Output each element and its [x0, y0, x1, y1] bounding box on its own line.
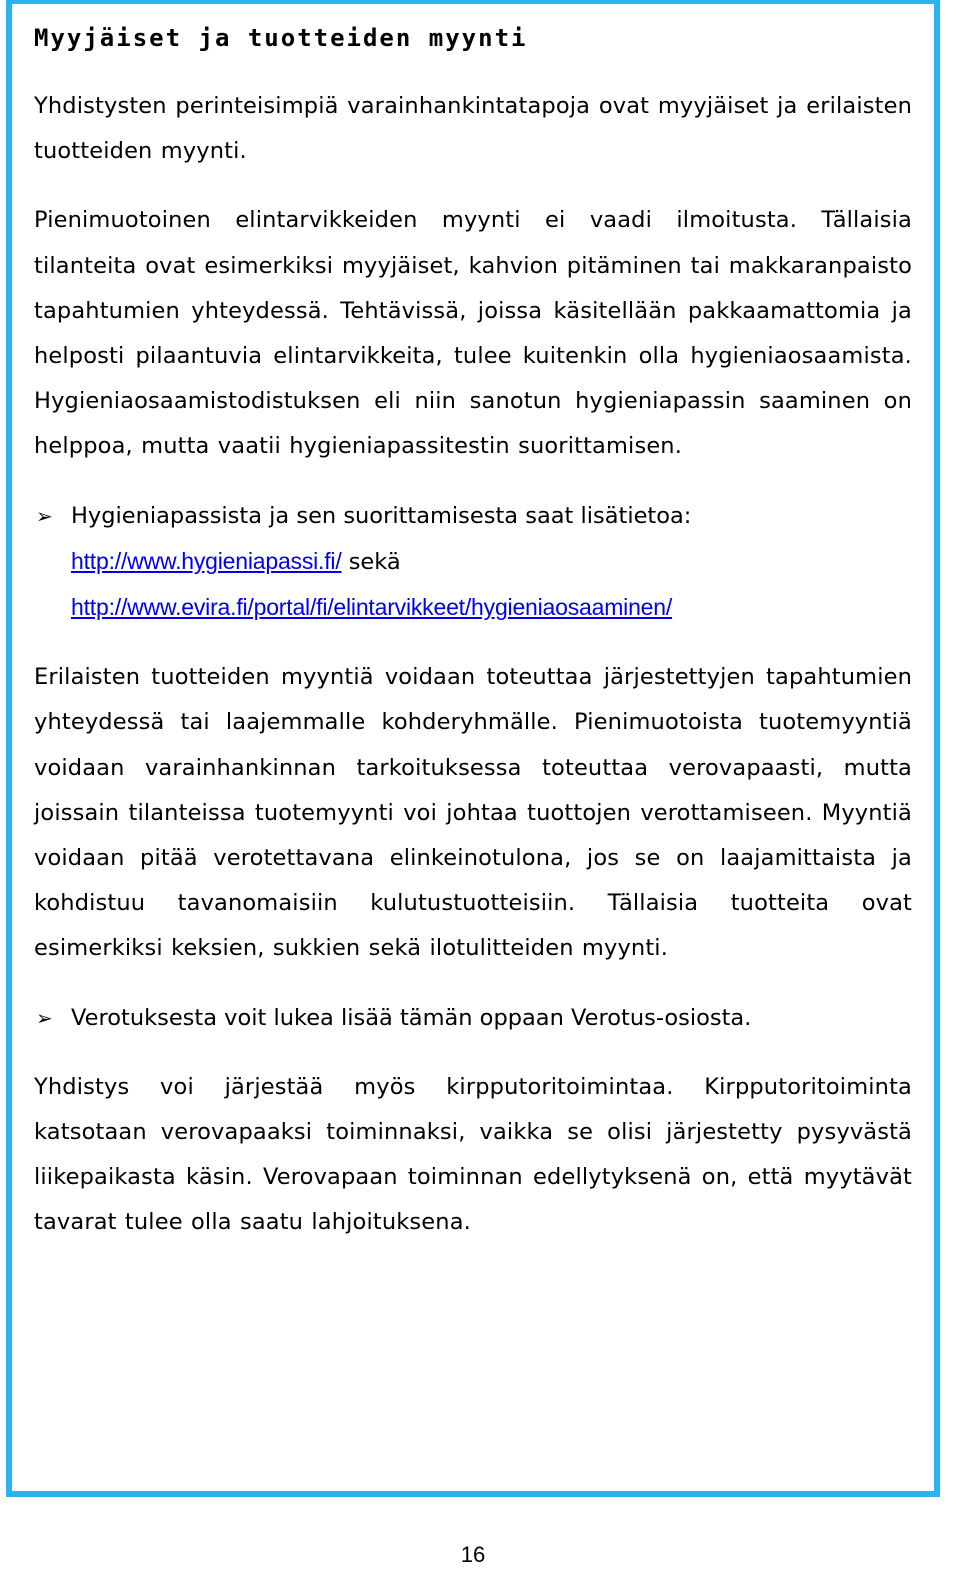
bullet-hygiene-info	[34, 494, 912, 632]
bullet-hygiene-text: Hygieniapassista ja sen suorittamisesta saat lisätietoa:	[71, 502, 692, 529]
bullet-taxation-text: Verotuksesta voit lukea lisää tämän oppaan Verotus-osiosta.	[71, 1004, 752, 1031]
paragraph-flea-market: Yhdistys voi järjestää myös kirpputoritoimintaa. Kirpputoritoiminta katsotaan verovapaaksi toiminnaksi, vaikka se olisi järjestetty pysyvästä liikepaikasta käsin. Verovapaan toiminnan edellytyksenä on, että myytävät tavarat tulee olla saatu lahjoituksena.	[34, 1073, 912, 1236]
hygieniapassi-link[interactable]: http://www.hygieniapassi.fi/	[71, 547, 342, 574]
link-joiner-text: sekä	[341, 548, 401, 575]
page-number: 16	[460, 1542, 486, 1567]
paragraph-intro: Yhdistysten perinteisimpiä varainhankintatapoja ovat myyjäiset ja erilaisten tuotteiden myynti.	[34, 93, 912, 165]
paragraph-product-sales: Erilaisten tuotteiden myyntiä voidaan toteuttaa järjestettyjen tapahtumien yhteydessä tai laajemmalle kohderyhmälle. Pienimuotoista tuotemyyntiä voidaan varainhankinnan tarkoituksessa toteuttaa verovapaasti, mutta joissain tilanteissa tuotemyynti voi johtaa tuottojen verottamiseen. Myyntiä voidaan pitää verotettavana elinkeinotulona, jos se on laajamittaista ja kohdistuu tavanomaisiin kulutustuotteisiin. Tällaisia tuotteita ovat esimerkiksi keksien, sukkien sekä ilotulitteiden myynti.	[34, 664, 912, 962]
arrowhead-bullet-icon: ➢	[36, 503, 53, 528]
section-heading: Myyjäiset ja tuotteiden myynti	[34, 24, 528, 52]
document-content	[34, 16, 912, 1246]
evira-link[interactable]: http://www.evira.fi/portal/fi/elintarvikkeet/hygieniaosaaminen/	[71, 594, 673, 621]
bullet-hygiene-links-line	[71, 539, 912, 585]
bullet-evira-line	[71, 585, 912, 631]
arrowhead-bullet-icon: ➢	[36, 1005, 53, 1030]
paragraph-food-sales: Pienimuotoinen elintarvikkeiden myynti ei vaadi ilmoitusta. Tällaisia tilanteita ovat esimerkiksi myyjäiset, kahvion pitäminen tai makkaranpaisto tapahtumien yhteydessä. Tehtävissä, joissa käsitellään pakkaamattomia ja helposti pilaantuvia elintarvikkeita, tulee kuitenkin olla hygieniaosaamista. Hygieniaosaamistodistuksen eli niin sanotun hygieniapassin saaminen on helppoa, mutta vaatii hygieniapassitestin suorittamisen.	[34, 207, 912, 460]
bullet-taxation	[34, 996, 912, 1041]
